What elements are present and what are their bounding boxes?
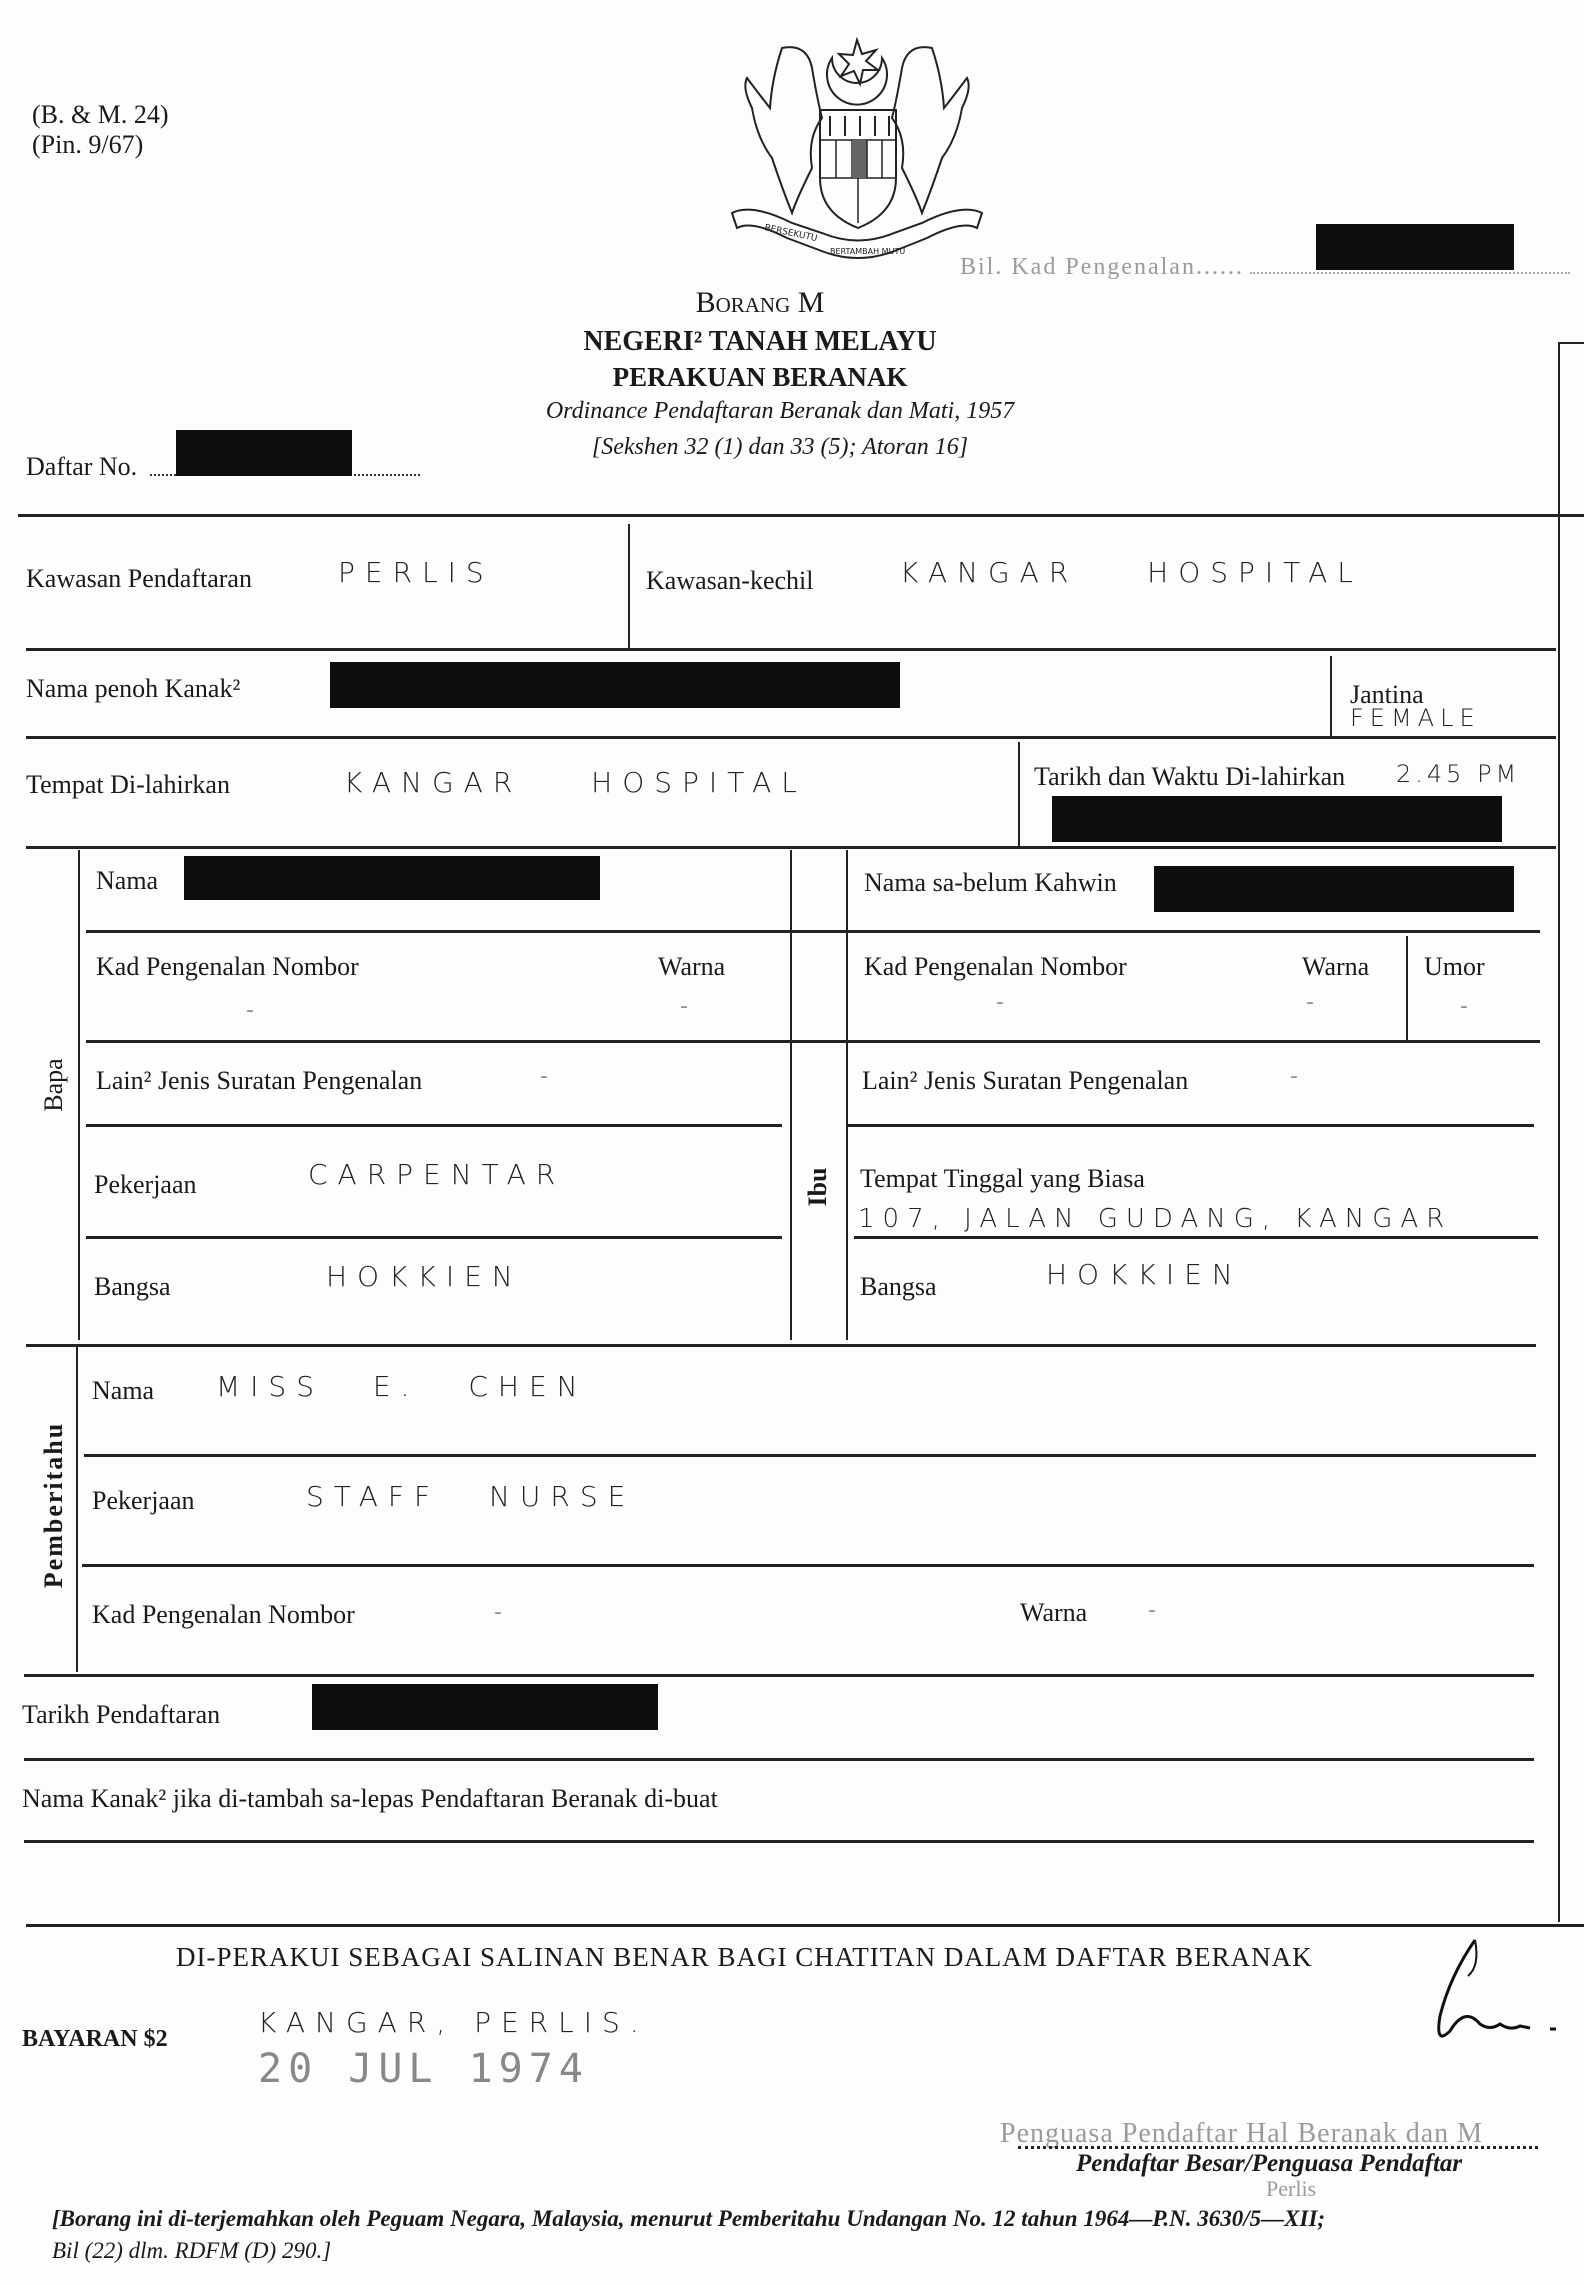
redacted-father-name [184, 856, 600, 900]
faint-ref-label: Bil. Kad Pengenalan...... [960, 254, 1244, 280]
sex-value[interactable]: FEMALE [1350, 704, 1481, 732]
father-right-border [790, 850, 792, 1340]
mother-other-id-value[interactable]: - [1290, 1064, 1308, 1089]
father-ic-value[interactable]: - [246, 998, 264, 1023]
informant-ic-label: Kad Pengenalan Nombor [92, 1600, 355, 1629]
svg-text:BERSEKUTU: BERSEKUTU [763, 223, 819, 245]
mother-ic-value[interactable]: - [996, 990, 1014, 1015]
coat-of-arms-icon [712, 28, 1002, 268]
divider [24, 1840, 1534, 1843]
father-colour-label: Warna [658, 952, 726, 981]
informant-colour-value[interactable]: - [1148, 1598, 1166, 1623]
subarea-value[interactable]: KANGAR HOSPITAL [900, 556, 1363, 589]
added-name-label: Nama Kanak² jika di-tambah sa-lepas Pendaftaran Beranak di-buat [22, 1784, 718, 1813]
divider [86, 1124, 782, 1127]
birthplace-label: Tempat Di-lahirkan [26, 770, 230, 799]
divider [86, 1236, 782, 1239]
daftar-no-label: Daftar No. [26, 452, 138, 481]
right-margin-tick [1558, 342, 1584, 344]
informant-name-label: Nama [92, 1376, 155, 1405]
date-stamp: 20 JUL 1974 [258, 2046, 589, 2092]
informant-colour-label: Warna [1020, 1598, 1088, 1627]
birthplace-value[interactable]: KANGAR HOSPITAL [344, 766, 807, 799]
father-name-label: Nama [96, 866, 159, 895]
divider [854, 1236, 1538, 1239]
added-name-value[interactable] [22, 1820, 1532, 1840]
birth-time-value[interactable]: 2.45 PM [1396, 760, 1521, 788]
divider [18, 514, 1584, 517]
divider [26, 648, 1556, 651]
informant-occupation-label: Pekerjaan [92, 1486, 195, 1515]
mother-colour-label: Warna [1302, 952, 1370, 981]
signature-dotted-line [1018, 2146, 1538, 2149]
certification-statement: DI-PERAKUI SEBAGAI SALINAN BENAR BAGI CHATITAN DALAM DAFTAR BERANAK [176, 1942, 1313, 1972]
subarea-label: Kawasan-kechil [646, 566, 814, 595]
signature-icon [1380, 1936, 1580, 2056]
father-occupation-value[interactable]: CARPENTAR [308, 1158, 566, 1191]
father-other-id-value[interactable]: - [540, 1064, 558, 1089]
mother-section-label: Ibu [803, 1167, 832, 1207]
certificate-title: PERAKUAN BERANAK [612, 362, 908, 392]
father-occupation-label: Pekerjaan [94, 1170, 197, 1199]
section-line: [Sekshen 32 (1) dan 33 (5); Atoran 16] [591, 434, 969, 460]
redacted-registration-date [312, 1684, 658, 1730]
father-colour-value[interactable]: - [680, 994, 698, 1019]
ordinance-line: Ordinance Pendaftaran Beranak dan Mati, 1957 [545, 398, 1015, 424]
svg-text:BERTAMBAH MUTU: BERTAMBAH MUTU [830, 247, 906, 256]
informant-name-value[interactable]: MISS E. CHEN [216, 1370, 588, 1403]
footer-line2: Bil (22) dlm. RDFM (D) 290.] [52, 2238, 332, 2263]
redacted-daftar-no [176, 430, 352, 476]
divider [86, 1040, 1540, 1043]
divider [26, 1924, 1584, 1927]
father-race-label: Bangsa [94, 1272, 171, 1301]
child-name-label: Nama penoh Kanak² [26, 674, 241, 703]
informant-left-border [76, 1346, 78, 1672]
mother-residence-value[interactable]: 107, JALAN GUDANG, KANGAR [858, 1204, 1453, 1234]
signatory-stamp-sub: Perlis [1266, 2176, 1317, 2201]
mother-race-label: Bangsa [860, 1272, 937, 1301]
divider [1018, 742, 1020, 846]
informant-occupation-value[interactable]: STAFF NURSE [306, 1480, 636, 1513]
mother-other-id-label: Lain² Jenis Suratan Pengenalan [862, 1066, 1189, 1095]
fee-label: BAYARAN $2 [22, 2026, 168, 2052]
father-left-border [78, 850, 80, 1340]
mother-colour-value[interactable]: - [1306, 990, 1324, 1015]
divider [84, 1454, 1536, 1457]
redacted-child-name [330, 662, 900, 708]
mother-residence-label: Tempat Tinggal yang Biasa [860, 1164, 1145, 1193]
state-title: NEGERI² TANAH MELAYU [583, 326, 937, 357]
mother-race-value[interactable]: HOKKIEN [1046, 1258, 1243, 1291]
divider [86, 930, 1540, 933]
signatory-title: Pendaftar Besar/Penguasa Pendaftar [1076, 2150, 1463, 2177]
divider [82, 1564, 1534, 1567]
area-label: Kawasan Pendaftaran [26, 564, 252, 593]
divider [24, 1674, 1534, 1677]
signatory-stamp: Penguasa Pendaftar Hal Beranak dan M [1000, 2118, 1484, 2149]
redacted-ref-number [1316, 224, 1514, 270]
form-code [32, 100, 169, 160]
sex-label: Jantina [1350, 680, 1424, 709]
mother-maiden-name-label: Nama sa-belum Kahwin [864, 868, 1117, 897]
form-code-line2: (Pin. 9/67) [32, 130, 144, 159]
father-other-id-label: Lain² Jenis Suratan Pengenalan [96, 1066, 423, 1095]
birth-datetime-label: Tarikh dan Waktu Di-lahirkan [1034, 762, 1346, 791]
right-margin-line [1558, 342, 1560, 1922]
father-race-value[interactable]: HOKKIEN [326, 1260, 523, 1293]
divider [1330, 656, 1332, 736]
divider [26, 1344, 1536, 1347]
divider [1406, 936, 1408, 1042]
father-section-label: Bapa [39, 1058, 68, 1112]
mother-ic-label: Kad Pengenalan Nombor [864, 952, 1127, 981]
redacted-birth-date [1052, 796, 1502, 842]
ref-dotted-line [1250, 272, 1570, 274]
mother-left-border [846, 850, 848, 1340]
area-value[interactable]: PERLIS [338, 556, 494, 589]
divider [26, 846, 1556, 849]
form-title: Borang M [695, 286, 825, 319]
place-value: KANGAR, PERLIS. [258, 2006, 649, 2039]
mother-age-label: Umor [1424, 952, 1485, 981]
informant-section-label: Pemberitahu [39, 1421, 68, 1589]
divider [26, 736, 1556, 739]
divider [628, 524, 630, 648]
redacted-mother-maiden-name [1154, 866, 1514, 912]
mother-age-value[interactable]: - [1460, 994, 1478, 1019]
informant-ic-value[interactable]: - [494, 1600, 512, 1625]
form-code-line1: (B. & M. 24) [32, 100, 169, 129]
divider [24, 1758, 1534, 1761]
footer-line1: [Borang ini di-terjemahkan oleh Peguam Negara, Malaysia, menurut Pemberitahu Undangan No. 12 tahun 1964—P.N. 3630/5—XII; [52, 2206, 1326, 2231]
registration-date-label: Tarikh Pendaftaran [22, 1700, 221, 1729]
father-ic-label: Kad Pengenalan Nombor [96, 952, 359, 981]
divider [848, 1124, 1534, 1127]
